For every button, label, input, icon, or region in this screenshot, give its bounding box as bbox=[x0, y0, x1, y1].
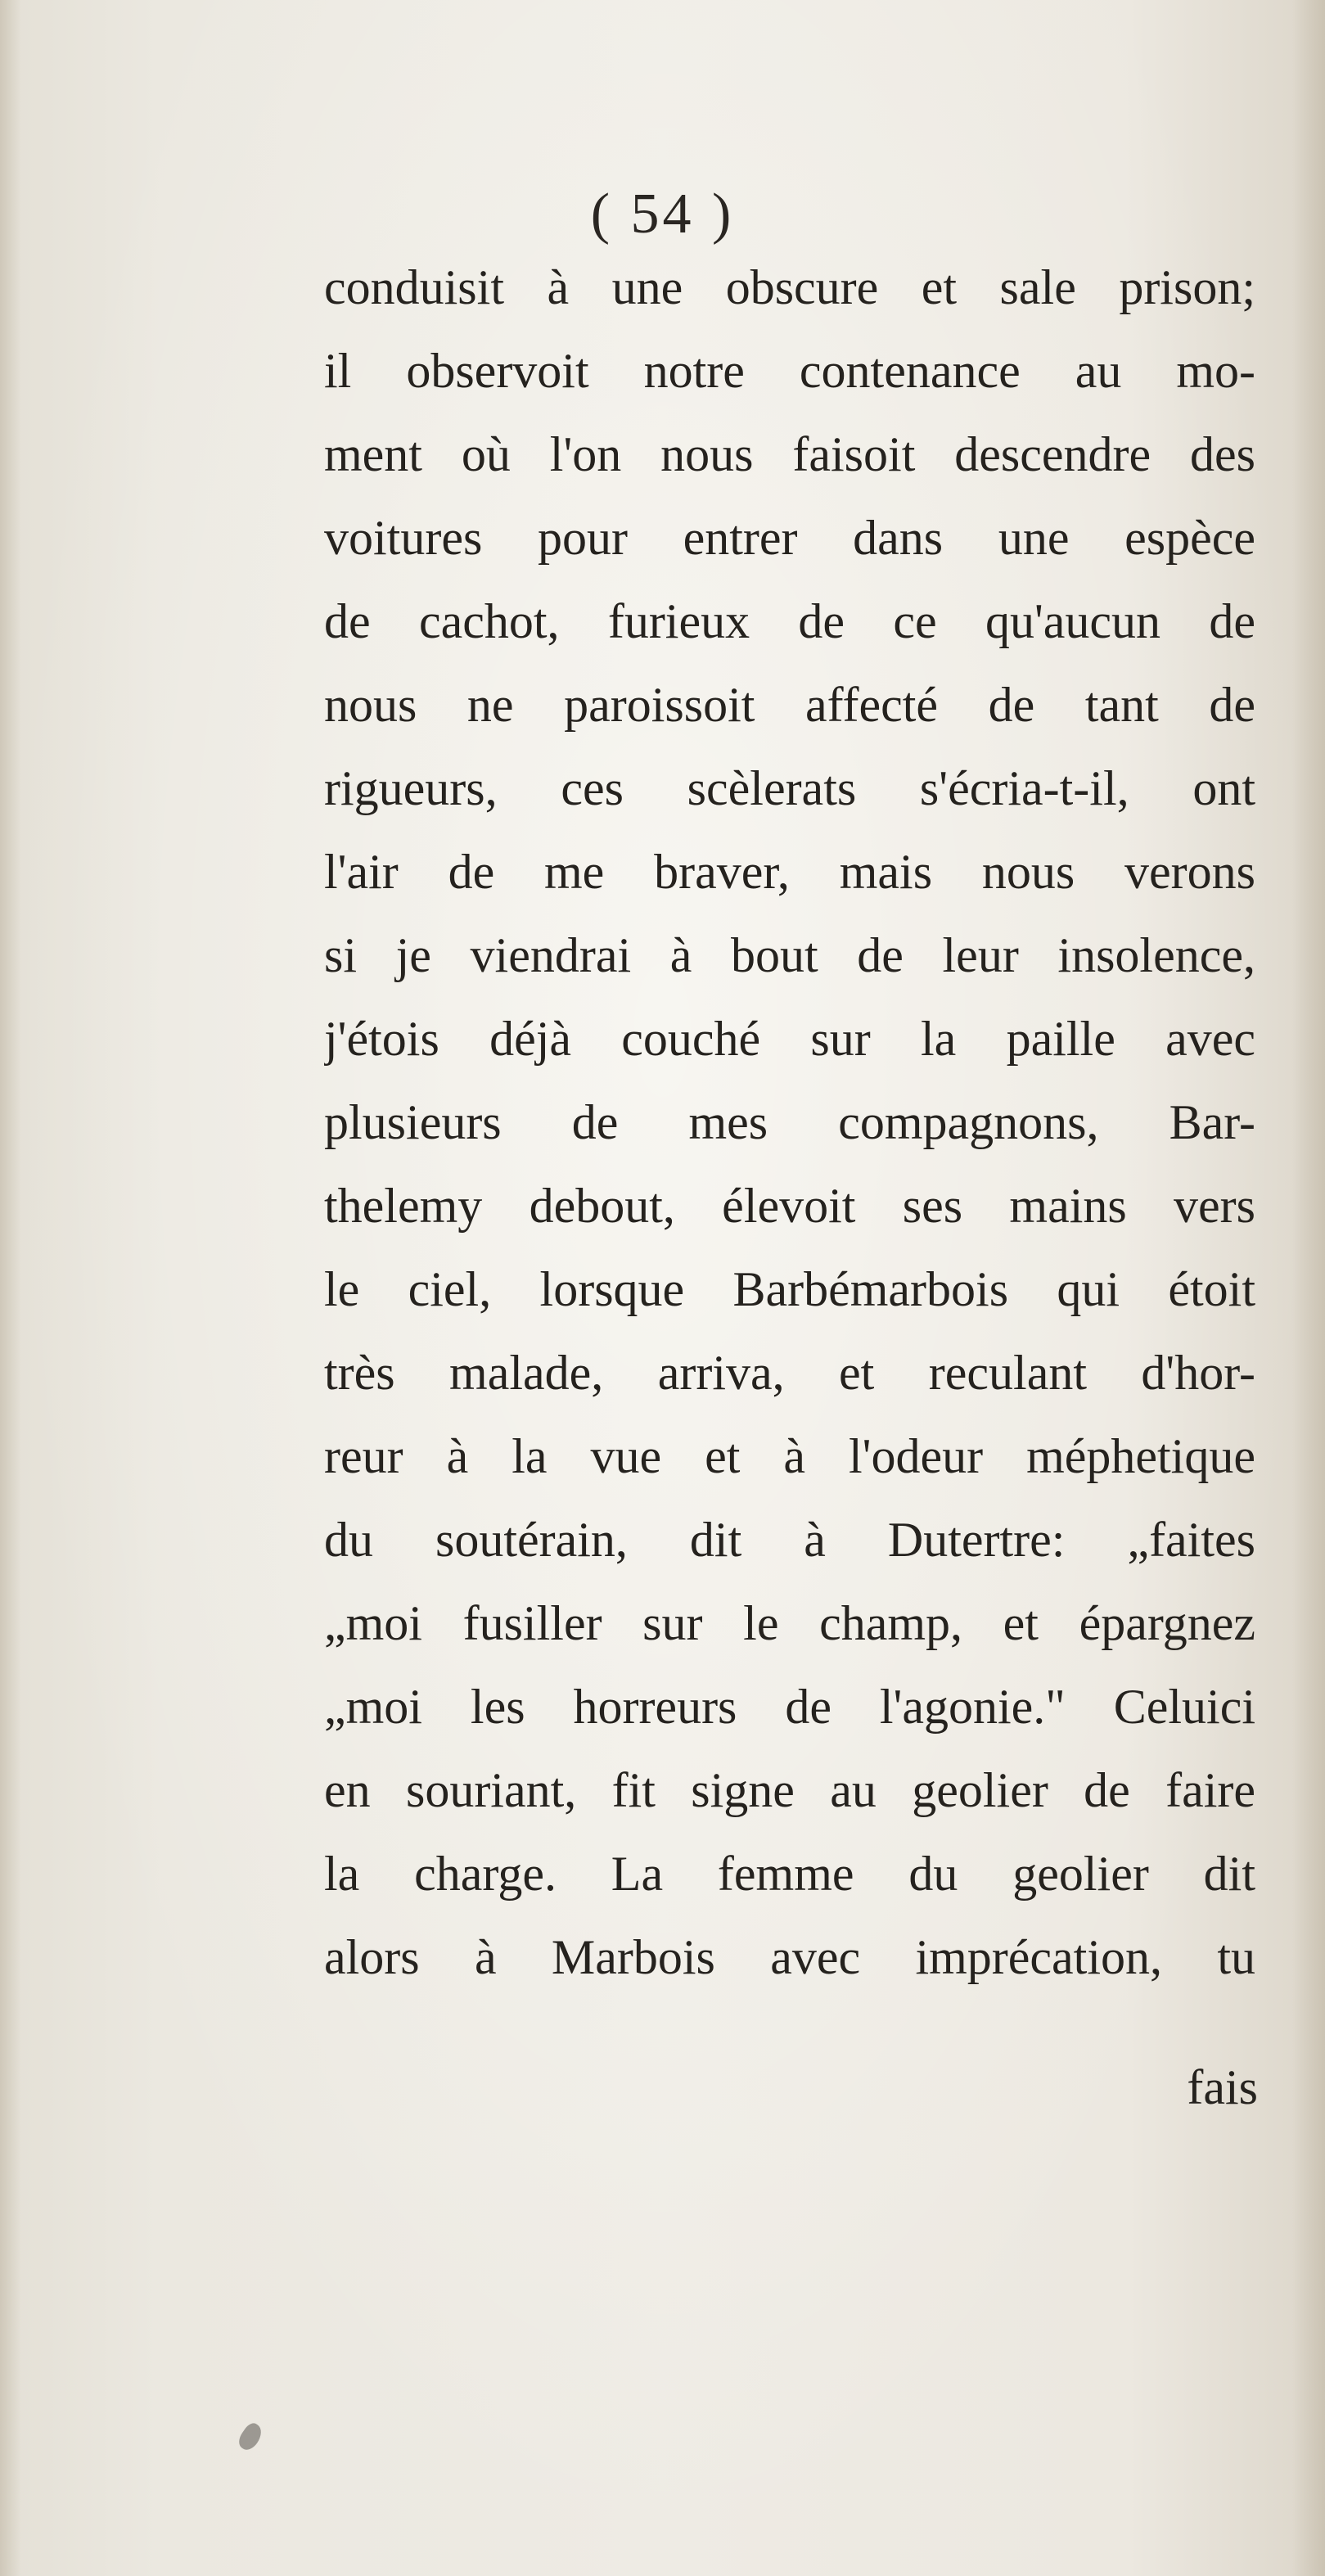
text-line-12: thelemy debout, élevoit ses mains vers bbox=[324, 1179, 1255, 1233]
text-line-5: de cachot, furieux de ce qu'aucun de bbox=[324, 594, 1255, 648]
text-line-19: en souriant, fit signe au geolier de faire bbox=[324, 1763, 1255, 1817]
text-line-2: il observoit notre contenance au mo- bbox=[324, 344, 1255, 398]
catchword: fais bbox=[1187, 2060, 1258, 2114]
text-line-9: si je viendrai à bout de leur insolence, bbox=[324, 928, 1255, 982]
text-line-6: nous ne paroissoit affecté de tant de bbox=[324, 678, 1255, 732]
text-line-8: l'air de me braver, mais nous verons bbox=[324, 845, 1255, 899]
text-line-10: j'étois déjà couché sur la paille avec bbox=[324, 1012, 1255, 1066]
text-line-4: voitures pour entrer dans une espèce bbox=[324, 511, 1255, 565]
text-line-16: du soutérain, dit à Dutertre: „faites bbox=[324, 1513, 1255, 1567]
text-line-15: reur à la vue et à l'odeur méphetique bbox=[324, 1429, 1255, 1483]
text-line-11: plusieurs de mes compagnons, Bar- bbox=[324, 1095, 1255, 1149]
page-number: ( 54 ) bbox=[590, 183, 735, 246]
page-right-edge-shadow bbox=[1292, 0, 1325, 2576]
ink-blot bbox=[235, 2420, 266, 2453]
body-text bbox=[324, 246, 1255, 1999]
text-line-17: „moi fusiller sur le champ, et épargnez bbox=[324, 1596, 1255, 1650]
text-line-18: „moi les horreurs de l'agonie." Celuici bbox=[324, 1680, 1255, 1734]
text-line-3: ment où l'on nous faisoit descendre des bbox=[324, 427, 1255, 481]
text-line-20: la charge. La femme du geolier dit bbox=[324, 1847, 1255, 1901]
text-line-14: très malade, arriva, et reculant d'hor- bbox=[324, 1346, 1255, 1400]
text-line-21: alors à Marbois avec imprécation, tu bbox=[324, 1930, 1255, 1984]
page-left-edge-shadow bbox=[0, 0, 21, 2576]
text-line-13: le ciel, lorsque Barbémarbois qui étoit bbox=[324, 1262, 1255, 1316]
text-line-7: rigueurs, ces scèlerats s'écria-t-il, ont bbox=[324, 761, 1255, 815]
text-line-1: conduisit à une obscure et sale prison; bbox=[324, 260, 1255, 314]
